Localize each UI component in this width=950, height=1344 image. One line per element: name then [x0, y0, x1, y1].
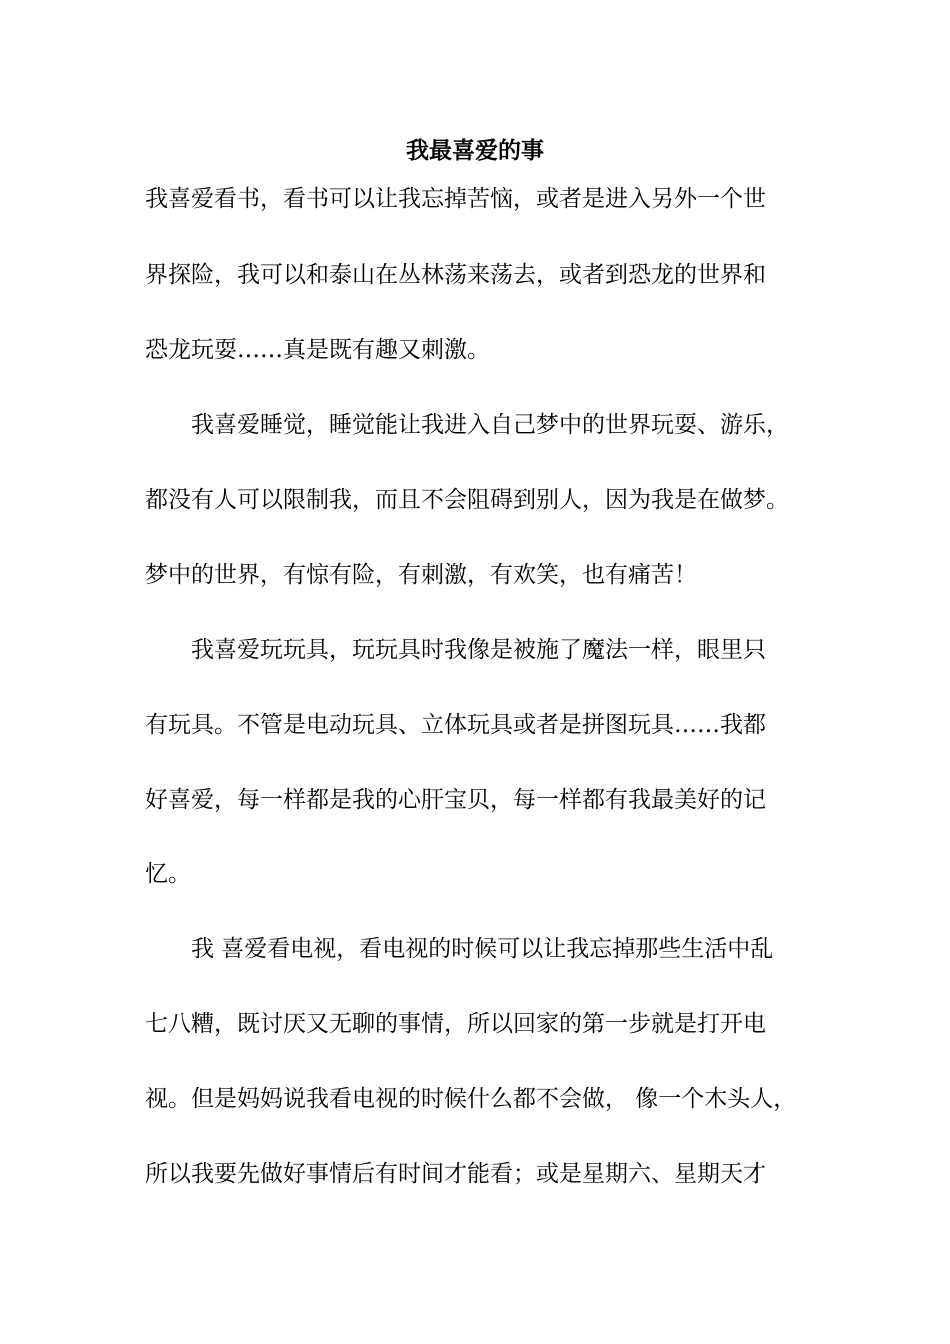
- body-line: 都没有人可以限制我，而且不会阻碍到别人，因为我是在做梦。: [145, 487, 789, 513]
- body-line: 七八糟，既讨厌又无聊的事情，所以回家的第一步就是打开电: [145, 1011, 766, 1037]
- body-line: 梦中的世界，有惊有险，有刺激，有欢笑，也有痛苦！: [145, 562, 697, 588]
- body-line: 视。但是妈妈说我看电视的时候什么都不会做， 像一个木头人，: [145, 1086, 797, 1112]
- body-line: 界探险，我可以和泰山在丛林荡来荡去，或者到恐龙的世界和: [145, 262, 766, 288]
- body-line: 忆。: [145, 861, 191, 887]
- body-line: 所以我要先做好事情后有时间才能看；或是星期六、星期天才: [145, 1161, 766, 1187]
- body-line: 我喜爱睡觉，睡觉能让我进入自己梦中的世界玩耍、游乐，: [145, 412, 789, 438]
- body-line: 我喜爱看书，看书可以让我忘掉苦恼，或者是进入另外一个世: [145, 186, 766, 212]
- body-line: 好喜爱，每一样都是我的心肝宝贝，每一样都有我最美好的记: [145, 787, 766, 813]
- body-line: 我 喜爱看电视，看电视的时候可以让我忘掉那些生活中乱: [145, 936, 774, 962]
- body-line: 恐龙玩耍……真是既有趣又刺激。: [145, 337, 490, 363]
- body-line: 有玩具。不管是电动玩具、立体玩具或者是拼图玩具……我都: [145, 712, 766, 738]
- document-title: 我最喜爱的事: [406, 137, 544, 164]
- body-line: 我喜爱玩玩具，玩玩具时我像是被施了魔法一样，眼里只: [145, 637, 766, 663]
